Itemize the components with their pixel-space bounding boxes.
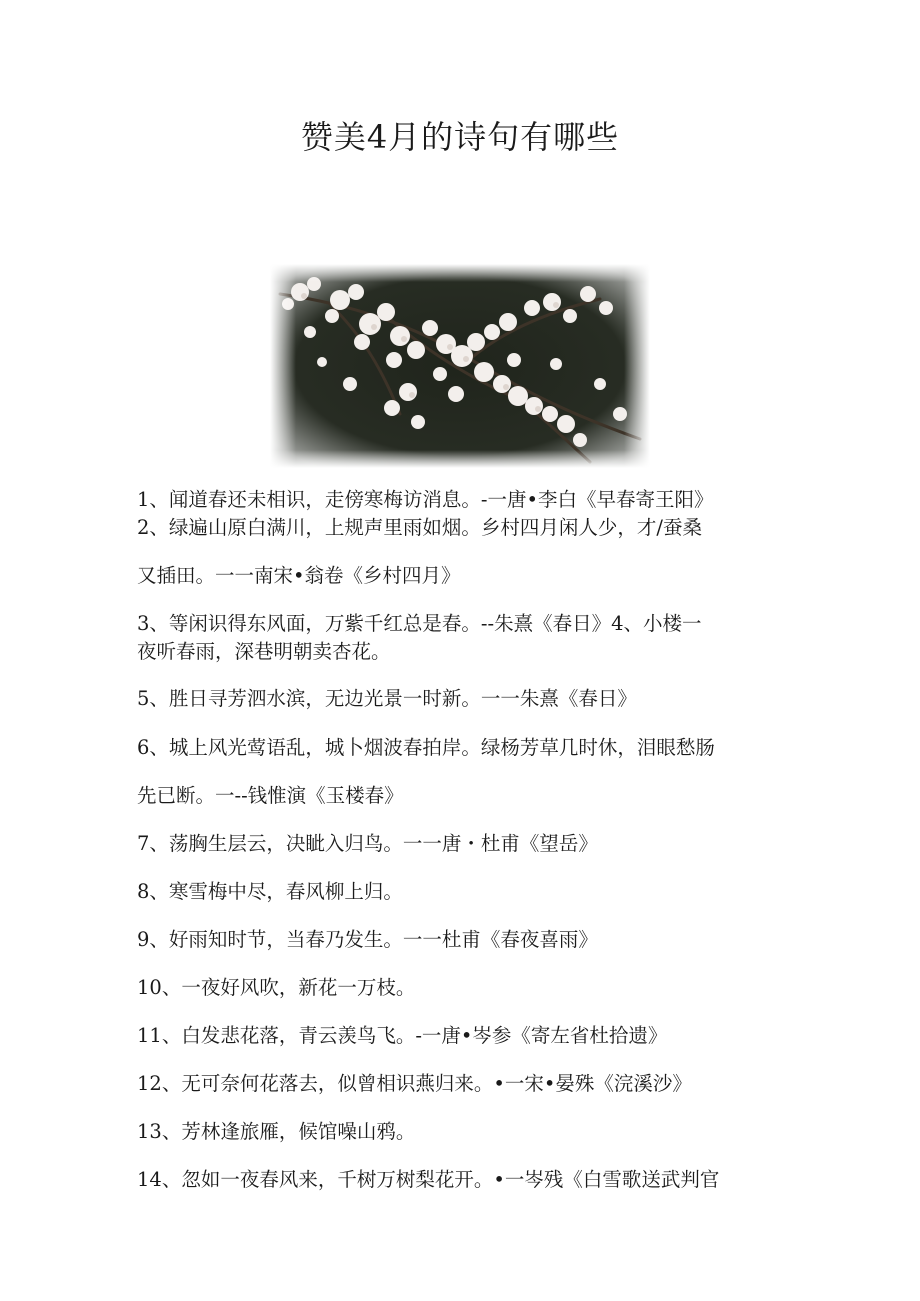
poem-line: 14、忽如一夜春风来，千树万树梨花开。•一岑残《白雪歌送武判官 — [137, 1168, 720, 1191]
poem-line: 3、等闲识得东风面，万紫千红总是春。--朱熹《春日》4、小楼一 — [137, 612, 702, 635]
poem-line: 2、绿遍山原白满川，上规声里雨如烟。乡村四月闲人少，才/蚕桑 — [137, 516, 702, 539]
poem-line: 1、闻道春还未相识，走傍寒梅访消息。-一唐•李白《早春寄王阳》 — [137, 488, 714, 511]
poem-line: 9、好雨知时节，当春乃发生。一一杜甫《春夜喜雨》 — [137, 928, 598, 951]
poem-line: 先已断。一--钱惟演《玉楼春》 — [137, 784, 404, 807]
poem-line: 12、无可奈何花落去，似曾相识燕归来。•一宋•晏殊《浣溪沙》 — [137, 1072, 692, 1095]
poem-line: 13、芳林逢旅雁，候馆噪山鸦。 — [137, 1120, 416, 1143]
poem-line: 6、城上风光莺语乱，城卜烟波春拍岸。绿杨芳草几时休，泪眼愁肠 — [137, 736, 715, 759]
page-title: 赞美4月的诗句有哪些 — [300, 118, 620, 156]
poem-line: 7、荡胸生层云，决眦入归鸟。一一唐・杜甫《望岳》 — [137, 832, 598, 855]
poem-line: 又插田。一一南宋•翁卷《乡村四月》 — [137, 564, 461, 587]
poem-line: 10、一夜好风吹，新花一万枝。 — [137, 976, 416, 999]
poem-line: 8、寒雪梅中尽，春风柳上归。 — [137, 880, 403, 903]
poem-line: 5、胜日寻芳泗水滨，无边光景一时新。一一朱熹《春日》 — [137, 687, 637, 710]
poem-line: 11、白发悲花落，青云羡鸟飞。-一唐•岑参《寄左省杜拾遗》 — [137, 1024, 668, 1047]
poem-line: 夜听春雨，深巷明朝卖杏花。 — [137, 640, 391, 663]
blossom-photo — [270, 264, 650, 468]
